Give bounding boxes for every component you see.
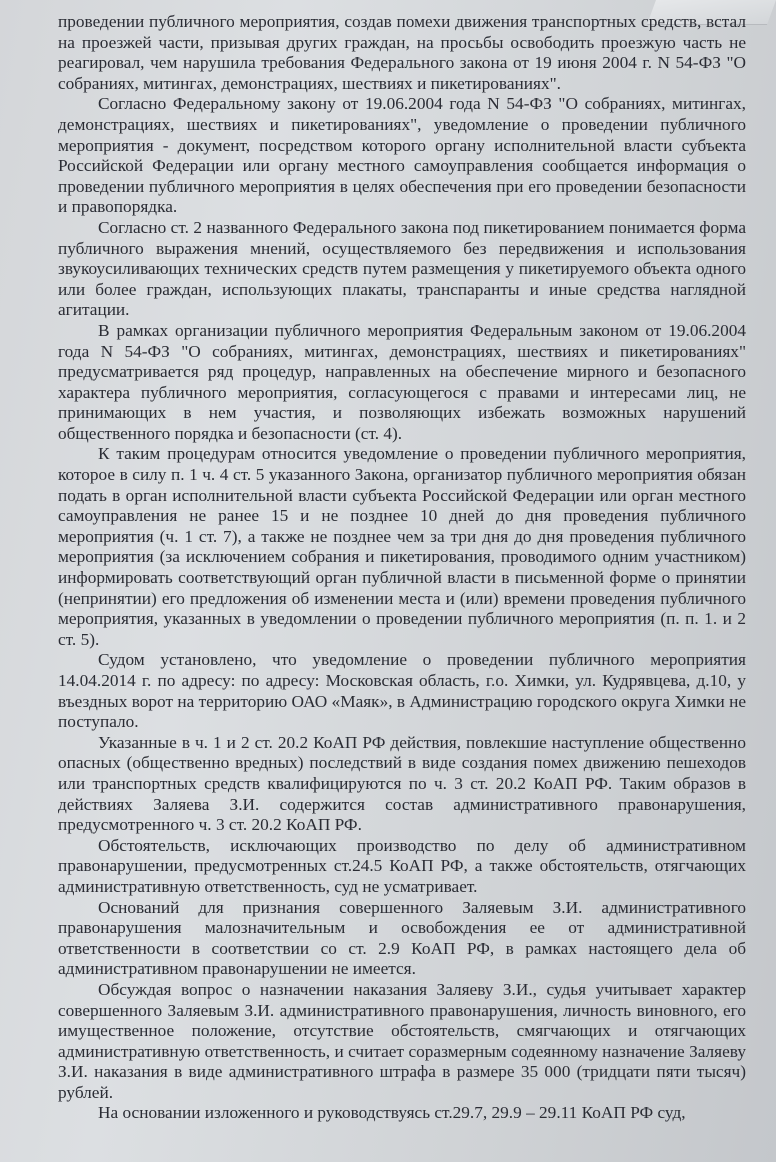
paragraph-1: проведении публичного мероприятия, создав помехи движения транспортных средств, встал на проезжей части, призывая других граждан, на просьбы освободить проезжую часть не реагировал, чем нарушила требования Федерального закона от 19 июня 2004 г. N 54-ФЗ "О собраниях, митингах, демонстрациях, шествиях и пикетированиях".	[58, 12, 746, 93]
paragraph-10: Обсуждая вопрос о назначении наказания Заляеву З.И., судья учитывает характер совершенного Заляевым З.И. административного правонарушения, личность виновного, его имущественное положение, отсутствие обстоятельств, смягчающих и отягчающих административную ответственность, и считает соразмерным содеянному назначение Заляеву З.И. наказания в виде административного штрафа в размере 35 000 (тридцати пяти тысяч) рублей.	[58, 979, 746, 1102]
paragraph-7: Указанные в ч. 1 и 2 ст. 20.2 КоАП РФ действия, повлекшие наступление общественно опасных (общественно вредных) последствий в виде создания помех движению пешеходов или транспортных средств квалифицируются по ч. 3 ст. 20.2 КоАП РФ. Таким образов в действиях Заляева З.И. содержится состав административного правонарушения, предусмотренного ч. 3 ст. 20.2 КоАП РФ.	[58, 732, 746, 835]
document-body	[58, 12, 746, 1124]
paragraph-8: Обстоятельств, исключающих производство по делу об административном правонарушении, предусмотренных ст.24.5 КоАП РФ, а также обстоятельств, отягчающих административную ответственность, суд не усматривает.	[58, 835, 746, 896]
paragraph-11: На основании изложенного и руководствуясь ст.29.7, 29.9 – 29.11 КоАП РФ суд,	[98, 1103, 686, 1123]
paragraph-4: В рамках организации публичного мероприятия Федеральным законом от 19.06.2004 года N 54-ФЗ "О собраниях, митингах, демонстрациях, шествиях и пикетированиях" предусматривается ряд процедур, направленных на обеспечение мирного и безопасного характера публичного мероприятия, согласующегося с правами и интересами лиц, не принимающих в нем участия, и позволяющих избежать возможных нарушений общественного порядка и безопасности (ст. 4).	[58, 320, 746, 443]
paragraph-3: Согласно ст. 2 названного Федерального закона под пикетированием понимается форма публичного выражения мнений, осуществляемого без передвижения и использования звукоусиливающих технических средств путем размещения у пикетируемого объекта одного или более граждан, использующих плакаты, транспаранты и иные средства наглядной агитации.	[58, 217, 746, 320]
paragraph-5: К таким процедурам относится уведомление о проведении публичного мероприятия, которое в силу п. 1 ч. 4 ст. 5 указанного Закона, организатор публичного мероприятия обязан подать в орган исполнительной власти субъекта Российской Федерации или орган местного самоуправления не ранее 15 и не позднее 10 дней до дня проведения публичного мероприятия (ч. 1 ст. 7), а также не позднее чем за три дня до дня проведения публичного мероприятия (за исключением собрания и пикетирования, проводимого одним участником) информировать соответствующий орган публичной власти в письменной форме о принятии (непринятии) его предложения об изменении места и (или) времени проведения публичного мероприятия, указанных в уведомлении о проведении публичного мероприятия (п. п. 1. и 2 ст. 5).	[58, 444, 746, 649]
paragraph-9: Оснований для признания совершенного Заляевым З.И. административного правонарушения малозначительным и освобождения ее от административной ответственности в соответствии со ст. 2.9 КоАП РФ, в рамках настоящего дела об административном правонарушении не имеется.	[58, 897, 746, 979]
paragraph-6: Судом установлено, что уведомление о проведении публичного мероприятия 14.04.2014 г. по адресу: по адресу: Московская область, г.о. Химки, ул. Кудрявцева, д.10, у въездных ворот на территорию ОАО «Маяк», в Администрацию городского округа Химки не поступало.	[58, 650, 746, 732]
paragraph-2: Согласно Федеральному закону от 19.06.2004 года N 54-ФЗ "О собраниях, митингах, демонстрациях, шествиях и пикетированиях", уведомление о проведении публичного мероприятия - документ, посредством которого органу исполнительной власти субъекта Российской Федерации или органу местного самоуправления сообщается информация о проведении публичного мероприятия в целях обеспечения при его проведении безопасности и правопорядка.	[58, 94, 746, 217]
